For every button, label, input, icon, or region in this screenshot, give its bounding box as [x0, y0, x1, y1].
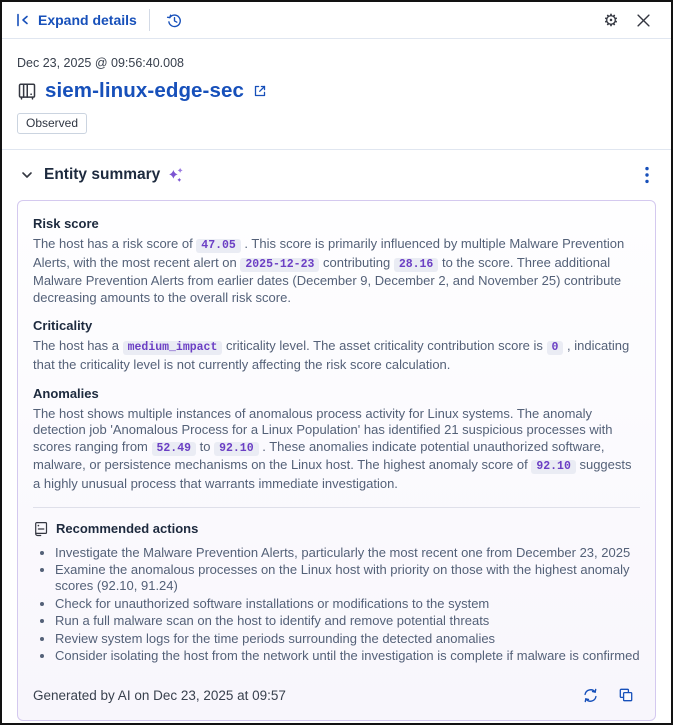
expand-details-button[interactable]	[15, 12, 137, 28]
entity-summary-title: Entity summary	[44, 166, 161, 183]
recommended-actions-list	[33, 545, 640, 665]
generated-by-text: Generated by AI on Dec 23, 2025 at 09:57	[33, 687, 286, 703]
inline-code-value: 47.05	[196, 239, 241, 253]
entity-summary-header	[17, 162, 656, 188]
regenerate-button[interactable]	[576, 683, 604, 707]
copy-button[interactable]	[612, 683, 640, 707]
close-button[interactable]	[630, 7, 656, 33]
close-icon	[637, 14, 650, 27]
inline-code-value: medium_impact	[123, 341, 223, 355]
section-heading: Anomalies	[33, 385, 99, 401]
section-paragraph: The host has a medium_impact criticality level. The asset criticality contribution score is 0 , indicating that the criticality level is not currently affecting the risk score calculation.	[33, 338, 630, 372]
panel-divider	[33, 507, 640, 508]
toolbar-divider	[149, 9, 150, 31]
recommended-action-item: • Investigate the Malware Prevention Alerts, particularly the most recent one from December 23, 2025	[55, 545, 640, 561]
event-timestamp: Dec 23, 2025 @ 09:56:40.008	[17, 56, 184, 70]
copy-icon	[618, 687, 634, 703]
observed-badge: Observed	[17, 113, 87, 134]
ai-summary-panel	[17, 200, 656, 721]
regenerate-icon	[582, 687, 599, 704]
flyout-toolbar	[2, 2, 671, 39]
open-in-new-icon[interactable]	[252, 83, 268, 99]
recommended-action-item: • Review system logs for the time periods surrounding the detected anomalies	[55, 631, 640, 647]
settings-button[interactable]	[598, 7, 624, 33]
entity-name-link[interactable]: siem-linux-edge-sec	[45, 79, 244, 102]
section-paragraph: The host shows multiple instances of anomalous process activity for Linux systems. The anomaly detection job 'Anomalous Process for a Linux Population' has identified 21 suspicious processes with scores ranging from 52.49 to 92.10 . These anomalies indicate potential unauthorized software, malware, or persistence mechanisms on the Linux host. The highest anomaly score of 92.10 suggests a highly unusual process that warrants immediate investigation.	[33, 405, 632, 491]
recommended-action-item: • Check for unauthorized software installations or modifications to the system	[55, 596, 640, 612]
vertical-dots-icon	[644, 166, 650, 184]
inline-code-value: 92.10	[531, 460, 576, 474]
inline-code-value: 0	[547, 341, 564, 355]
inline-code-value: 52.49	[152, 442, 197, 456]
expand-details-label: Expand details	[38, 12, 137, 28]
gear-icon: ⚙	[603, 10, 619, 30]
entity-title-row	[17, 79, 656, 103]
recommended-actions-icon	[33, 521, 49, 537]
inline-code-value: 28.16	[394, 258, 439, 272]
recommended-action-item: • Consider isolating the host from the network until the investigation is complete if malware is confirmed	[55, 648, 640, 664]
recommended-actions-header	[33, 521, 640, 537]
recommended-actions-title: Recommended actions	[56, 521, 199, 537]
flyout-body	[2, 56, 671, 721]
summary-sections	[33, 216, 640, 493]
history-icon	[166, 12, 183, 29]
ai-panel-footer	[33, 683, 640, 707]
history-button[interactable]	[162, 7, 188, 33]
ai-sparkles-icon	[166, 166, 185, 185]
collapse-toggle-button[interactable]	[17, 165, 37, 185]
inline-code-value: 2025-12-23	[240, 258, 319, 272]
summary-menu-button[interactable]	[638, 162, 656, 188]
section-heading: Criticality	[33, 318, 93, 334]
section-paragraph: The host has a risk score of 47.05 . This score is primarily influenced by multiple Malware Prevention Alerts, with the most recent alert on 2025-12-23 contributing 28.16 to the score. Three additional Malware Prevention Alerts from earlier dates (December 9, December 2, and November 25) contribute decreasing amounts to the overall risk score.	[33, 236, 625, 305]
recommended-action-item: • Examine the anomalous processes on the Linux host with priority on those with the highest anomaly scores (92.10, 91.24)	[55, 562, 640, 595]
host-icon	[17, 81, 37, 101]
recommended-action-item: • Run a full malware scan on the host to identify and remove potential threats	[55, 613, 640, 629]
chevron-down-icon	[19, 167, 35, 183]
section-heading: Risk score	[33, 216, 99, 231]
section-divider	[2, 149, 671, 150]
expand-panel-icon	[15, 12, 31, 28]
inline-code-value: 92.10	[214, 442, 259, 456]
